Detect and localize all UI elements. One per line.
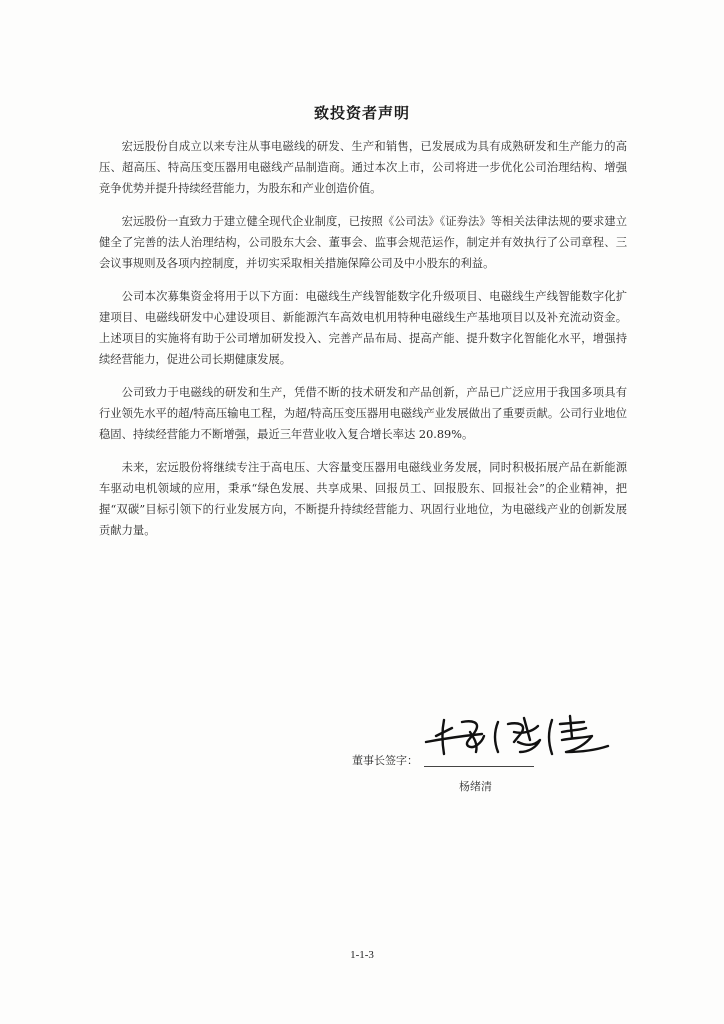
paragraph-2: 宏远股份一直致力于建立健全现代企业制度，已按照《公司法》《证券法》等相关法律法规的要求建立健全了完善的法人治理结构，公司股东大会、董事会、监事会规范运作，制定并有效执行了公司章程、三会议事规则及各项内控制度，并切实采取相关措施保障公司及中小股东的利益。	[99, 215, 627, 270]
paragraph-5: 未来，宏远股份将继续专注于高电压、大容量变压器用电磁线业务发展，同时积极拓展产品在新能源车驱动电机领域的应用，秉承“绿色发展、共享成果、回报员工、回报股东、回报社会”的企业精神，把握“双碳”目标引领下的行业发展方向，不断提升持续经营能力、巩固行业地位，为电磁线产业的创新发展贡献力量。	[99, 461, 627, 537]
signatory-name: 杨绪清	[459, 780, 492, 793]
paragraph-4: 公司致力于电磁线的研发和生产，凭借不断的技术研发和产品创新，产品已广泛应用于我国多项具有行业领先水平的超/特高压输电工程，为超/特高压变压器用电磁线产业发展做出了重要贡献。公司行业地位稳固、持续经营能力不断增强，最近三年营业收入复合增长率达 20.89%。	[99, 386, 627, 441]
paragraph-3: 公司本次募集资金将用于以下方面：电磁线生产线智能数字化升级项目、电磁线生产线智能数字化扩建项目、电磁线研发中心建设项目、新能源汽车高效电机用特种电磁线生产基地项目以及补充流动资金。上述项目的实施将有助于公司增加研发投入、完善产品布局、提高产能、提升数字化智能化水平，增强持续经营能力，促进公司长期健康发展。	[99, 290, 627, 366]
signature-block	[352, 712, 612, 802]
page-number: 1-1-3	[350, 949, 374, 961]
handwritten-signature	[422, 712, 612, 756]
signature-label: 董事长签字：	[352, 754, 418, 767]
signature-line	[424, 766, 534, 767]
document-body	[99, 136, 627, 553]
document-title: 致投资者声明	[313, 104, 410, 122]
paragraph-1: 宏远股份自成立以来专注从事电磁线的研发、生产和销售，已发展成为具有成熟研发和生产能力的高压、超高压、特高压变压器用电磁线产品制造商。通过本次上市，公司将进一步优化公司治理结构、增强竞争优势并提升持续经营能力，为股东和产业创造价值。	[99, 140, 627, 195]
